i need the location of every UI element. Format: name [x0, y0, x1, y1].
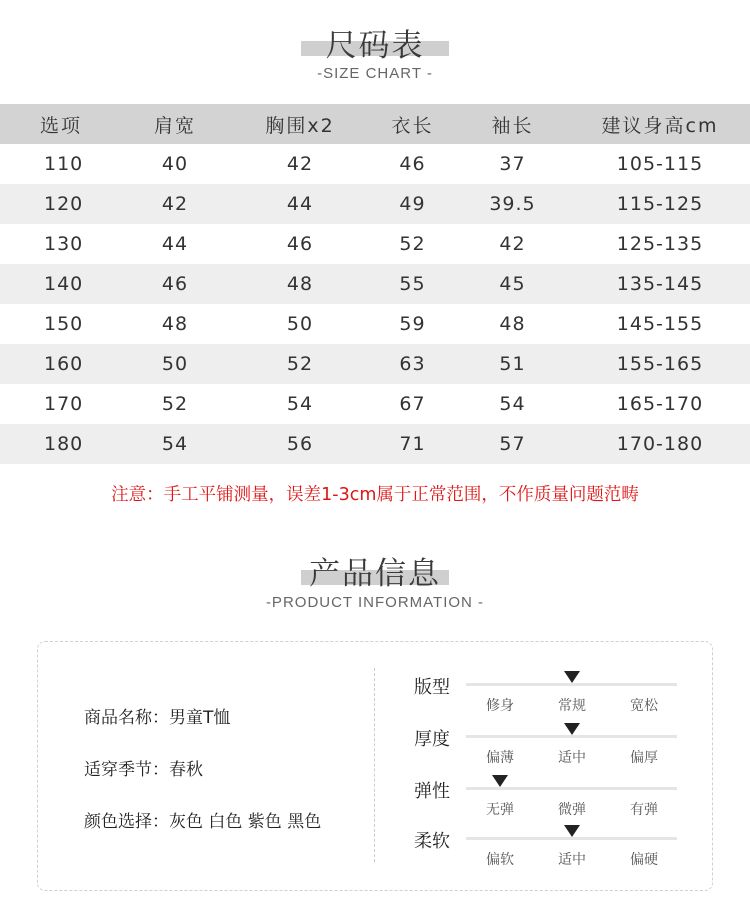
size-table: [0, 104, 750, 464]
scale-option: 适中: [558, 852, 586, 868]
scale-marker-icon: [492, 775, 508, 787]
table-cell: 42: [286, 153, 314, 175]
table-row: [0, 224, 750, 264]
scale-marker-icon: [564, 671, 580, 683]
table-cell: 105-115: [616, 153, 704, 175]
table-row: [0, 144, 750, 184]
scale-label: 柔软: [414, 831, 450, 852]
table-cell: 52: [399, 233, 426, 255]
size-chart-title: 尺码表: [325, 28, 425, 64]
measurement-note: 注意：手工平铺测量，误差1-3cm属于正常范围，不作质量问题范畴: [111, 485, 639, 505]
scale-track: [466, 735, 677, 738]
product-name: 商品名称：男童T恤: [84, 708, 231, 728]
scale-option: 偏厚: [630, 750, 658, 766]
table-cell: 150: [44, 313, 84, 335]
scale-option: 偏薄: [486, 750, 514, 766]
table-cell: 57: [455, 424, 570, 464]
table-cell: 40: [161, 153, 189, 175]
scale-label: 厚度: [414, 729, 450, 750]
table-row: [0, 384, 750, 424]
product-season: 适穿季节：春秋: [84, 760, 203, 780]
table-cell: 39.5: [455, 184, 570, 224]
table-cell: 120: [0, 184, 120, 224]
table-cell: 50: [286, 313, 314, 335]
table-cell: 160: [0, 344, 120, 384]
table-row: [0, 344, 750, 384]
header-cell: 建议身高cm: [570, 104, 750, 144]
table-cell: 44: [161, 233, 189, 255]
table-row: [0, 264, 750, 304]
table-cell: 37: [499, 153, 526, 175]
table-cell: 50: [120, 344, 230, 384]
table-cell: 46: [286, 233, 314, 255]
table-cell: 165-170: [616, 393, 704, 415]
table-cell: 140: [0, 264, 120, 304]
header-cell: 胸围x2: [230, 104, 370, 144]
table-cell: 52: [230, 344, 370, 384]
scale-track: [466, 837, 677, 840]
scale-option: 有弹: [630, 802, 658, 818]
table-row: [0, 304, 750, 344]
info-divider: [374, 668, 375, 862]
table-cell: 180: [0, 424, 120, 464]
table-cell: 135-145: [570, 264, 750, 304]
header-cell: 袖长: [455, 104, 570, 144]
scale-option: 修身: [486, 698, 514, 714]
header-cell: 选项: [0, 104, 120, 144]
size-table-header: [0, 104, 750, 144]
table-cell: 45: [455, 264, 570, 304]
size-chart-subtitle: -SIZE CHART -: [317, 65, 433, 82]
table-cell: 54: [120, 424, 230, 464]
table-cell: 46: [399, 153, 426, 175]
table-cell: 59: [399, 313, 426, 335]
table-cell: 170: [44, 393, 84, 415]
scale-option: 无弹: [486, 802, 514, 818]
table-cell: 170-180: [570, 424, 750, 464]
table-cell: 110: [44, 153, 84, 175]
table-cell: 42: [120, 184, 230, 224]
table-cell: 155-165: [570, 344, 750, 384]
table-cell: 115-125: [570, 184, 750, 224]
scale-track: [466, 683, 677, 686]
table-cell: 71: [370, 424, 455, 464]
scale-option: 偏硬: [630, 852, 658, 868]
product-info-subtitle: -PRODUCT INFORMATION -: [265, 594, 485, 611]
scale-option: 宽松: [630, 698, 658, 714]
table-cell: 48: [499, 313, 526, 335]
table-cell: 67: [399, 393, 426, 415]
table-cell: 54: [499, 393, 526, 415]
scale-option: 微弹: [558, 802, 586, 818]
table-cell: 49: [370, 184, 455, 224]
table-cell: 44: [230, 184, 370, 224]
table-cell: 63: [370, 344, 455, 384]
table-cell: 42: [499, 233, 526, 255]
product-info-title: 产品信息: [309, 556, 441, 592]
scale-marker-icon: [564, 723, 580, 735]
table-cell: 51: [455, 344, 570, 384]
table-cell: 125-135: [616, 233, 704, 255]
scale-label: 弹性: [414, 781, 450, 802]
scale-marker-icon: [564, 825, 580, 837]
table-cell: 48: [161, 313, 189, 335]
table-cell: 130: [44, 233, 84, 255]
table-row: [0, 424, 750, 464]
product-colors: 颜色选择：灰色 白色 紫色 黑色: [84, 812, 322, 832]
scale-option: 常规: [558, 698, 586, 714]
table-cell: 46: [120, 264, 230, 304]
header-cell: 衣长: [370, 104, 455, 144]
scale-option: 偏软: [486, 852, 514, 868]
scale-track: [466, 787, 677, 790]
header-cell: 肩宽: [120, 104, 230, 144]
table-cell: 56: [230, 424, 370, 464]
table-cell: 145-155: [616, 313, 704, 335]
table-cell: 55: [370, 264, 455, 304]
table-row: [0, 184, 750, 224]
scale-label: 版型: [414, 677, 450, 698]
table-cell: 52: [161, 393, 189, 415]
table-cell: 48: [230, 264, 370, 304]
scale-option: 适中: [558, 750, 586, 766]
table-cell: 54: [286, 393, 314, 415]
